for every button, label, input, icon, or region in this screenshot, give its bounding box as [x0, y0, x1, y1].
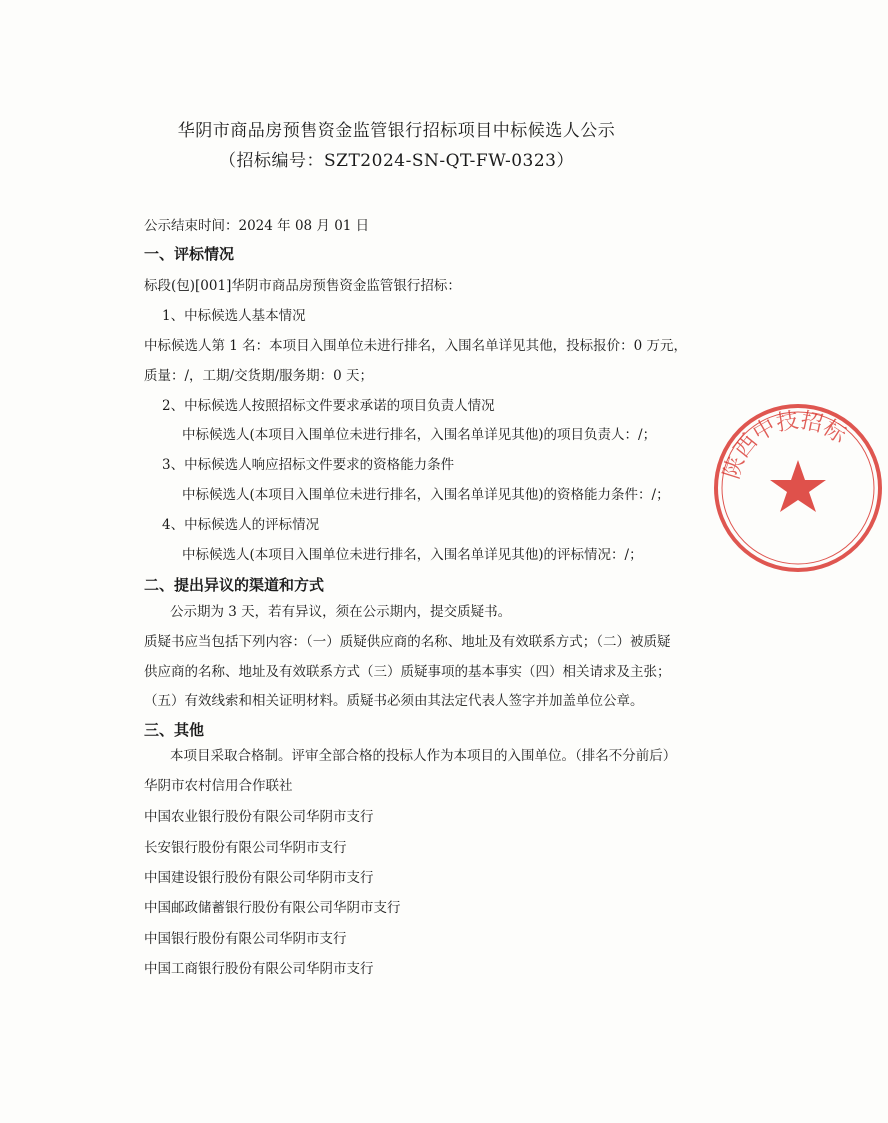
- bank-list-item: 中国邮政储蓄银行股份有限公司华阴市支行: [144, 900, 401, 916]
- item2-title: 2、中标候选人按照招标文件要求承诺的项目负责人情况: [162, 398, 495, 414]
- document-title: 华阴市商品房预售资金监管银行招标项目中标候选人公示: [177, 121, 616, 141]
- section2-line1: 公示期为 3 天，若有异议，须在公示期内，提交质疑书。: [170, 604, 512, 620]
- company-seal-stamp: [708, 398, 888, 578]
- bank-list-item: 华阴市农村信用合作联社: [144, 778, 293, 794]
- section2-line2: 质疑书应当包括下列内容：（一）质疑供应商的名称、地址及有效联系方式；（二）被质疑: [144, 634, 671, 650]
- section2-line4: （五）有效线索和相关证明材料。质疑书必须由其法定代表人签字并加盖单位公章。: [144, 693, 644, 709]
- section2-heading: 二、提出异议的渠道和方式: [144, 576, 325, 594]
- bank-list-item: 中国银行股份有限公司华阴市支行: [144, 931, 347, 947]
- bank-list-item: 中国建设银行股份有限公司华阴市支行: [144, 870, 374, 886]
- item1-line2: 质量：/，工期/交货期/服务期：0 天；: [144, 368, 374, 384]
- section3-intro: 本项目采取合格制。评审全部合格的投标人作为本项目的入围单位。（排名不分前后）: [170, 748, 677, 764]
- item4-body: 中标候选人(本项目入围单位未进行排名，入围名单详见其他)的评标情况：/；: [182, 547, 643, 563]
- item4-title: 4、中标候选人的评标情况: [162, 517, 320, 533]
- item3-title: 3、中标候选人响应招标文件要求的资格能力条件: [162, 457, 455, 473]
- item1-line1: 中标候选人第 1 名：本项目入围单位未进行排名，入围名单详见其他，投标报价：0 万元，: [144, 338, 688, 354]
- seal-text: 陕西中技招标: [719, 408, 851, 483]
- section3-heading: 三、其他: [144, 721, 205, 739]
- lot-line: 标段(包)[001]华阴市商品房预售资金监管银行招标：: [144, 278, 461, 294]
- bank-list-item: 中国农业银行股份有限公司华阴市支行: [144, 809, 374, 825]
- bank-list-item: 长安银行股份有限公司华阴市支行: [144, 840, 347, 856]
- section2-line3: 供应商的名称、地址及有效联系方式（三）质疑事项的基本事实（四）相关请求及主张；: [144, 664, 671, 680]
- bank-list-item: 中国工商银行股份有限公司华阴市支行: [144, 961, 374, 977]
- end-time: 公示结束时间：2024 年 08 月 01 日: [144, 218, 370, 234]
- seal-star-icon: [770, 460, 826, 512]
- section1-heading: 一、评标情况: [144, 245, 235, 263]
- item1-title: 1、中标候选人基本情况: [162, 308, 306, 324]
- document-subtitle: （招标编号：SZT2024-SN-QT-FW-0323）: [219, 151, 574, 171]
- item3-body: 中标候选人(本项目入围单位未进行排名，入围名单详见其他)的资格能力条件：/；: [182, 487, 670, 503]
- item2-body: 中标候选人(本项目入围单位未进行排名，入围名单详见其他)的项目负责人：/；: [182, 427, 657, 443]
